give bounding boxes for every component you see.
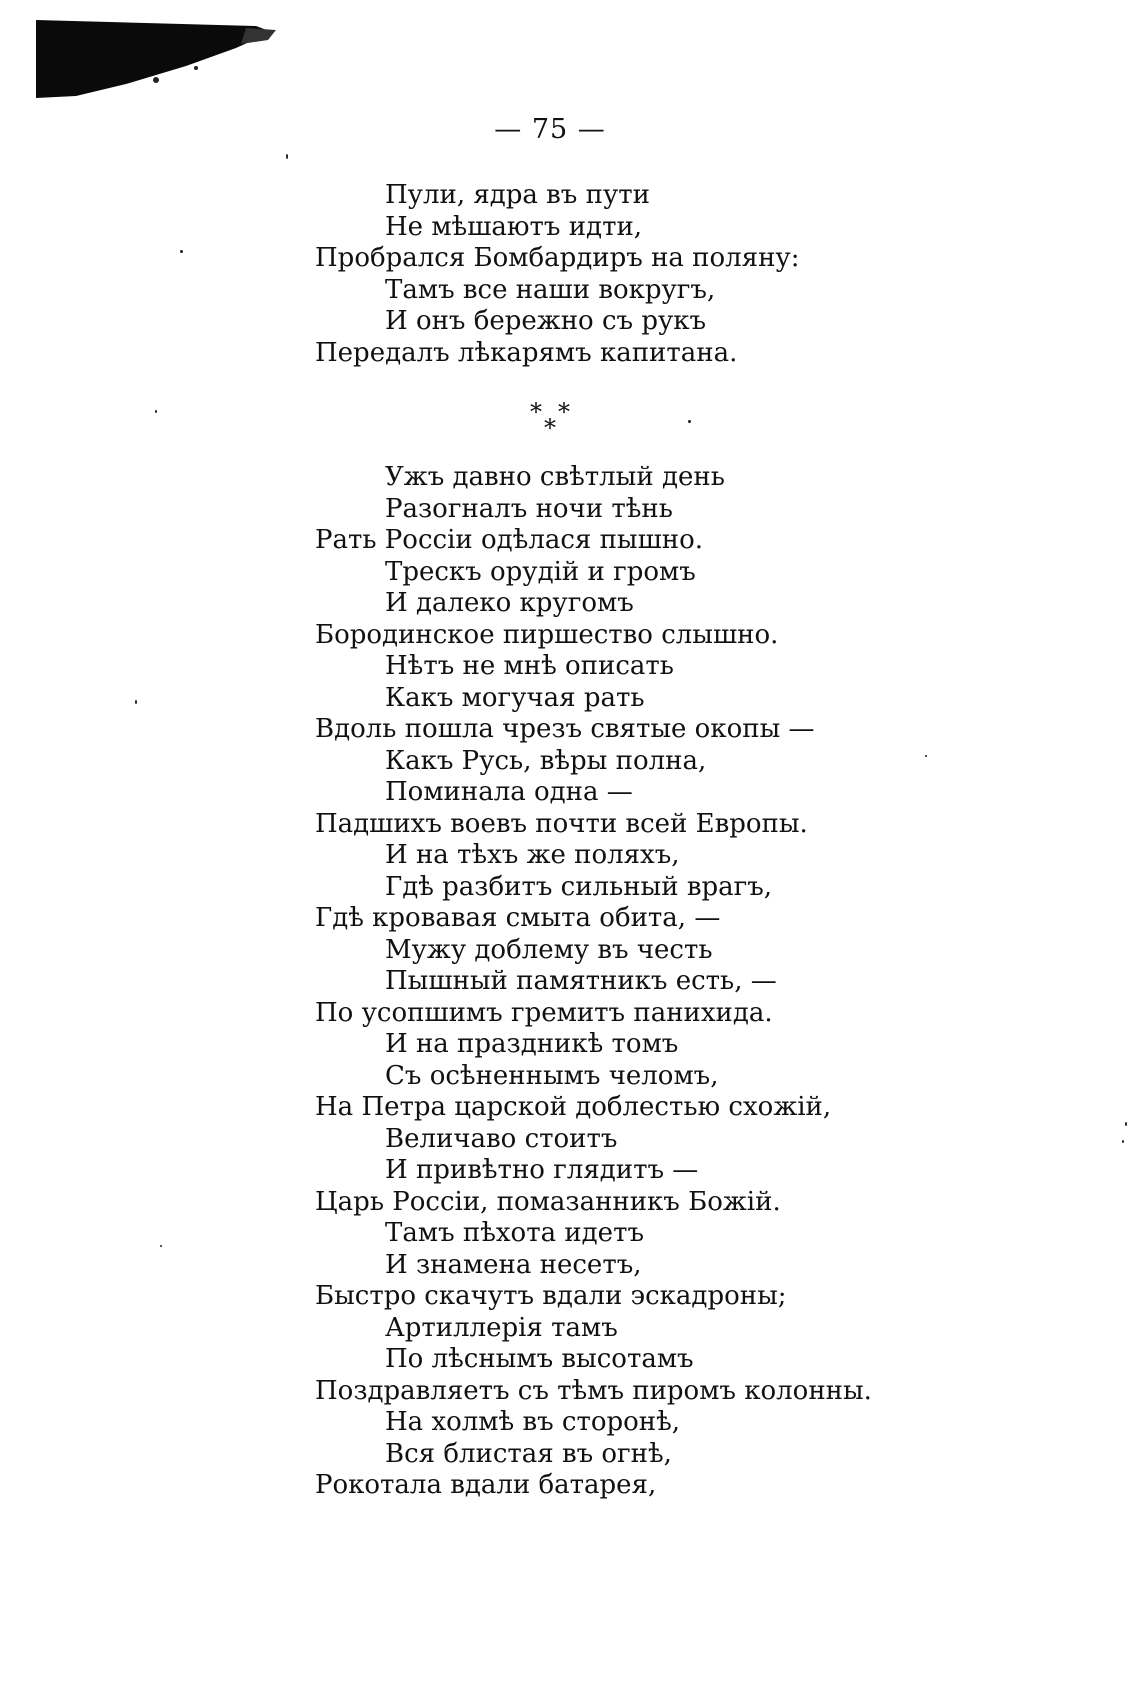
verse-line: Гдѣ кровавая смыта обита, — <box>315 903 721 933</box>
verse-line: Не мѣшаютъ идти, <box>385 211 643 242</box>
verse-line: Тамъ пѣхота идетъ <box>385 1218 644 1248</box>
verse-line: По усопшимъ гремитъ панихида. <box>315 997 773 1028</box>
verse-line: Разогналъ ночи тѣнь <box>385 493 673 524</box>
verse-line: Бородинское пиршество слышно. <box>315 619 779 650</box>
verse-line: Рокотала вдали батарея, <box>315 1470 657 1500</box>
verse-line: Артиллерія тамъ <box>385 1312 618 1343</box>
verse-line: Трескъ орудій и громъ <box>385 556 696 587</box>
verse-line: Какъ могучая рать <box>385 682 645 713</box>
verse-line: Мужу доблему въ честь <box>385 934 713 965</box>
verse-line: И далеко кругомъ <box>385 588 634 618</box>
verse-line: Падшихъ воевъ почти всей Европы. <box>315 808 808 839</box>
verse-line: На Петра царской доблестью схожій, <box>315 1092 832 1122</box>
verse-line: Пули, ядра въ пути <box>385 180 650 210</box>
verse-line: И на тѣхъ же поляхъ, <box>385 840 680 870</box>
verse-line: Тамъ все наши вокругъ, <box>385 274 716 305</box>
ink-speck <box>180 250 183 253</box>
ink-speck <box>155 410 157 413</box>
verse-line: И онъ бережно съ рукъ <box>385 306 707 336</box>
verse-line: Величаво стоитъ <box>385 1123 618 1154</box>
verse-line: Царь Россіи, помазанникъ Божій. <box>315 1186 781 1217</box>
verse-line: Поминала одна — <box>385 777 633 807</box>
verse-line: Быстро скачутъ вдали эскадроны; <box>315 1281 787 1311</box>
verse-line: Пышный памятникъ есть, — <box>385 966 777 996</box>
verse-line: И привѣтно глядитъ — <box>385 1155 699 1185</box>
verse-line: Вдоль пошла чрезъ святые окопы — <box>315 714 815 744</box>
page-number: — 75 — <box>494 114 606 145</box>
verse-line: И знамена несетъ, <box>385 1249 642 1280</box>
verse-line: Передалъ лѣкарямъ капитана. <box>315 337 738 368</box>
ink-speck <box>135 700 137 704</box>
verse-line: И на праздникѣ томъ <box>385 1029 679 1059</box>
section-separator <box>530 400 590 440</box>
verse-line: Поздравляетъ съ тѣмъ пиромъ колонны. <box>315 1375 872 1406</box>
ink-speck <box>160 1245 162 1247</box>
ink-speck <box>1125 1122 1127 1126</box>
verse-line: Гдѣ разбитъ сильный врагъ, <box>385 871 773 902</box>
verse-line: Съ осѣненнымъ челомъ, <box>385 1060 719 1091</box>
verse-line: На холмѣ въ сторонѣ, <box>385 1407 681 1437</box>
verse-line: Нѣтъ не мнѣ описать <box>385 651 674 681</box>
asterisk: * <box>530 398 542 426</box>
ink-speck <box>1122 1140 1124 1143</box>
stanza-2 <box>315 462 872 1502</box>
verse-line: Какъ Русь, вѣры полна, <box>385 745 707 776</box>
ink-speck <box>286 154 288 159</box>
asterisk: * <box>544 414 556 442</box>
stanza-1 <box>315 180 799 369</box>
ink-speck <box>925 755 927 757</box>
verse-line: Пробрался Бомбардиръ на поляну: <box>315 243 800 273</box>
verse-line: По лѣснымъ высотамъ <box>385 1344 694 1374</box>
ink-speck <box>688 420 691 423</box>
verse-line: Рать Россіи одѣлася пышно. <box>315 525 704 555</box>
verse-line: Ужъ давно свѣтлый день <box>385 462 725 492</box>
verse-line: Вся блистая въ огнѣ, <box>385 1438 672 1469</box>
ink-smudge <box>36 18 276 98</box>
asterisk: * <box>558 398 570 426</box>
